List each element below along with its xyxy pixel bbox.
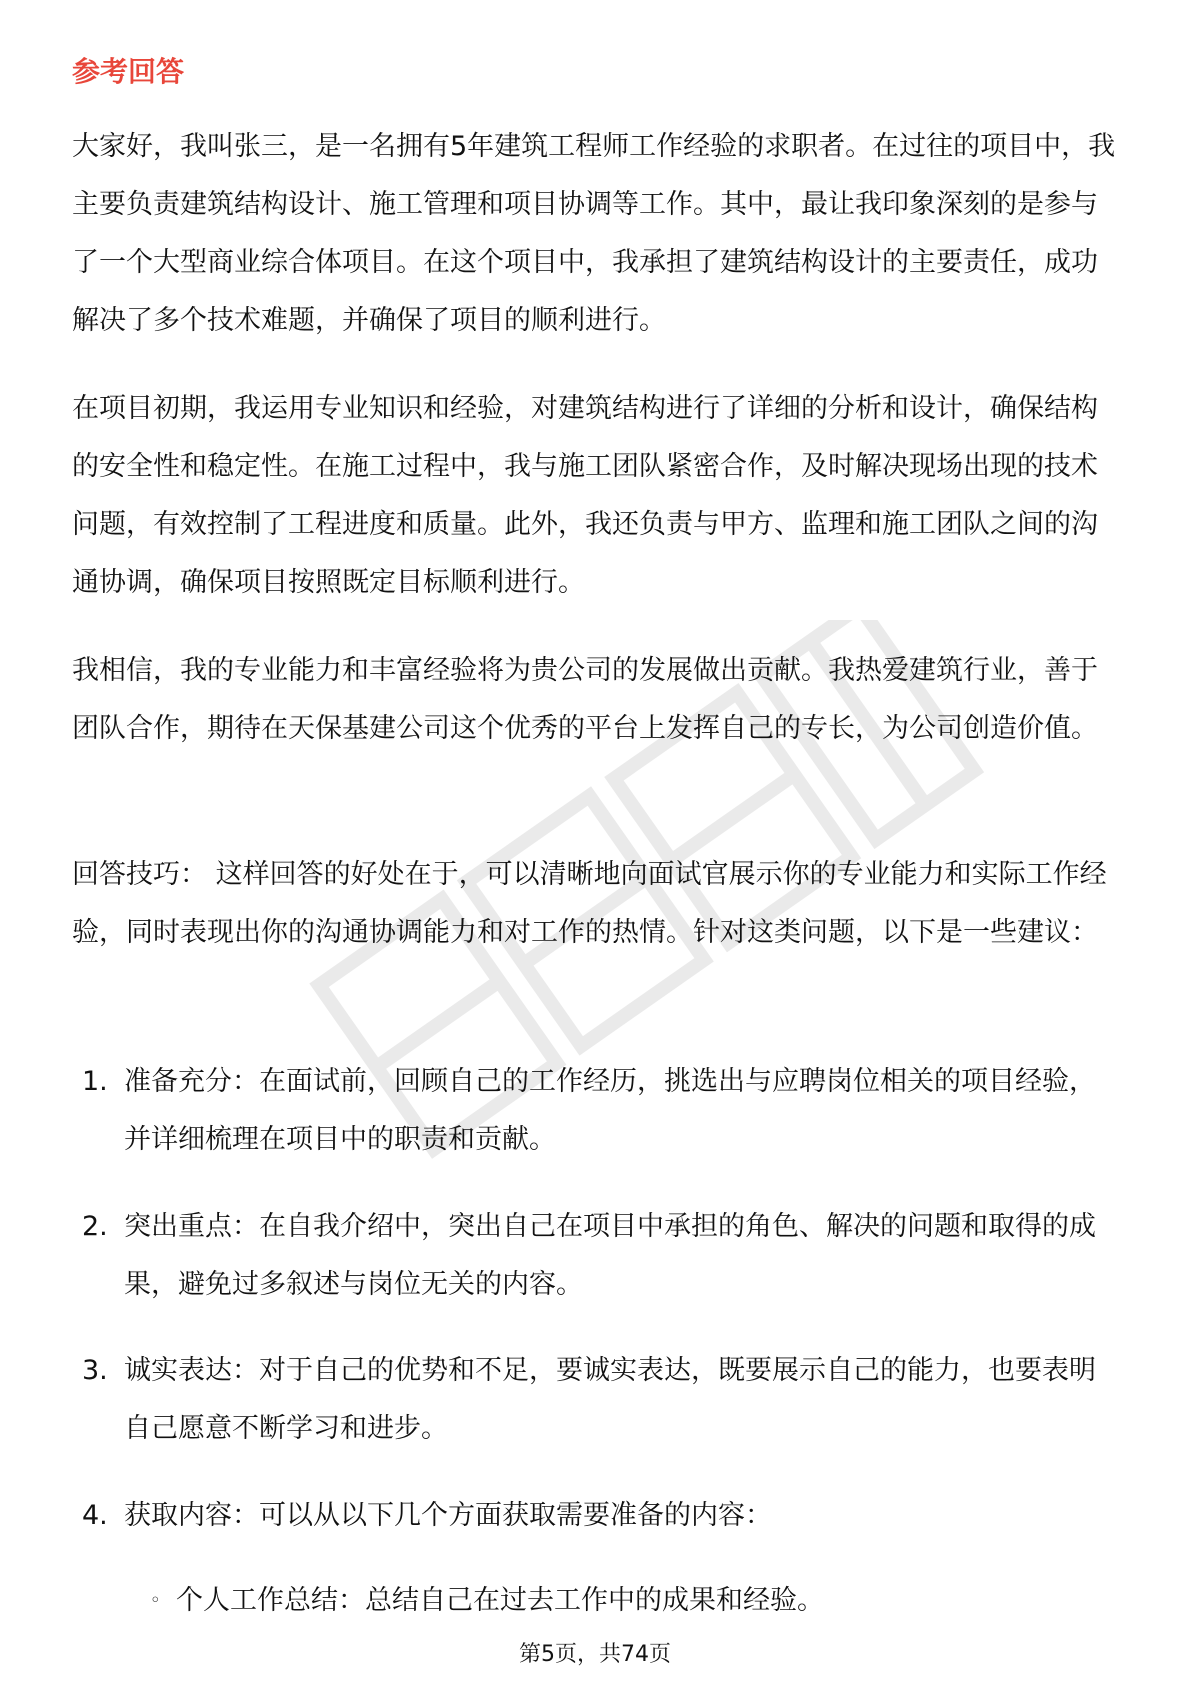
sublist-item-text: 个人工作总结：总结自己在过去工作中的成果和经验。 xyxy=(176,1585,824,1616)
page-footer: 第5页，共74页 xyxy=(519,1642,671,1667)
list-item-text: 获取内容：可以从以下几个方面获取需要准备的内容： xyxy=(124,1500,772,1531)
tips-paragraph: 回答技巧： 这样回答的好处在于，可以清晰地向面试官展示你的专业能力和实际工作经验，同时表现出你的沟通协调能力和对工作的热情。针对这类问题，以下是一些建议： xyxy=(72,859,1107,948)
list-item xyxy=(82,1053,1122,1169)
list-item-number: 2. xyxy=(82,1211,108,1242)
list-item xyxy=(82,1198,1122,1314)
sublist-item xyxy=(150,1572,824,1630)
section-heading: 参考回答 xyxy=(72,55,185,88)
list-item-text: 准备充分：在面试前，回顾自己的工作经历，挑选出与应聘岗位相关的项目经验，并详细梳理在项目中的职责和贡献。 xyxy=(124,1066,1096,1155)
list-item-text: 突出重点：在自我介绍中，突出自己在项目中承担的角色、解决的问题和取得的成果，避免过多叙述与岗位无关的内容。 xyxy=(124,1211,1096,1300)
list-item-number: 4. xyxy=(82,1500,108,1531)
intro-paragraph: 大家好，我叫张三，是一名拥有5年建筑工程师工作经验的求职者。在过往的项目中，我主要负责建筑结构设计、施工管理和项目协调等工作。其中，最让我印象深刻的是参与了一个大型商业综合体项目。在这个项目中，我承担了建筑结构设计的主要责任，成功解决了多个技术难题，并确保了项目的顺利进行。 xyxy=(72,131,1116,336)
list-item xyxy=(82,1342,1122,1458)
list-item xyxy=(82,1487,1122,1545)
closing-paragraph: 我相信，我的专业能力和丰富经验将为贵公司的发展做出贡献。我热爱建筑行业，善于团队合作，期待在天保基建公司这个优秀的平台上发挥自己的专长，为公司创造价值。 xyxy=(72,655,1098,744)
list-item-number: 3. xyxy=(82,1355,108,1386)
hollow-bullet-icon: ◦ xyxy=(150,1590,161,1611)
list-item-text: 诚实表达：对于自己的优势和不足，要诚实表达，既要展示自己的能力，也要表明自己愿意不断学习和进步。 xyxy=(124,1355,1096,1444)
list-item-number: 1. xyxy=(82,1066,108,1097)
project-paragraph: 在项目初期，我运用专业知识和经验，对建筑结构进行了详细的分析和设计，确保结构的安全性和稳定性。在施工过程中，我与施工团队紧密合作，及时解决现场出现的技术问题，有效控制了工程进度和质量。此外，我还负责与甲方、监理和施工团队之间的沟通协调，确保项目按照既定目标顺利进行。 xyxy=(72,393,1098,598)
